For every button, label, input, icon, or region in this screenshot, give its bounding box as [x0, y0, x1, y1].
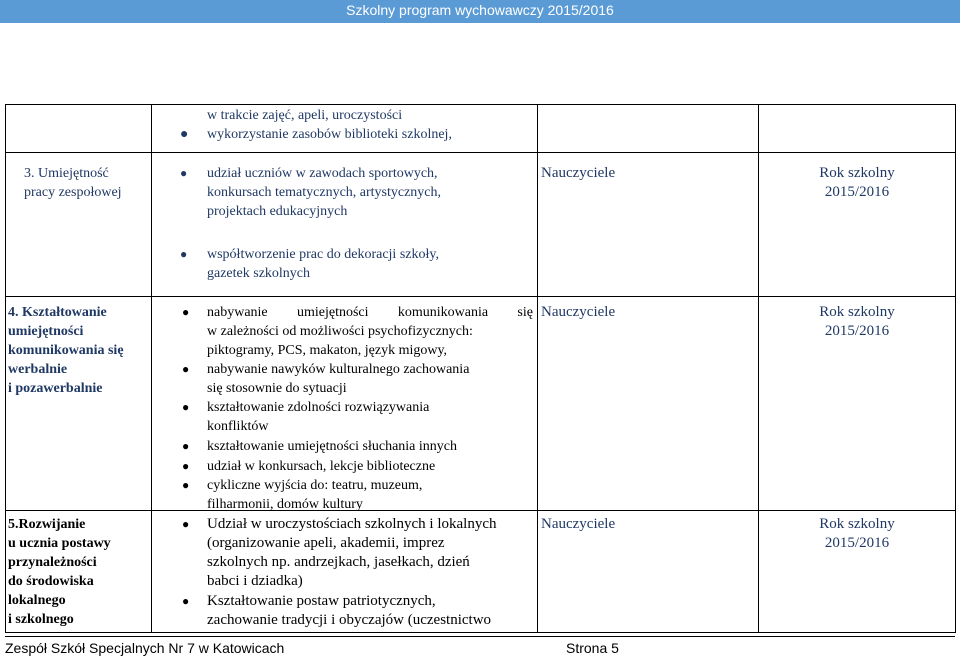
- skill-title: 4. Kształtowanie umiejętności komunikowania się werbalnie i pozawerbalnie: [8, 305, 124, 396]
- list-item: kształtowanie zdolności rozwiązywania konfliktów: [207, 400, 430, 434]
- list-item: udział w konkursach, lekcje biblioteczne: [207, 459, 436, 474]
- page-header-title: Szkolny program wychowawczy 2015/2016: [346, 2, 614, 18]
- footer-divider: [5, 636, 955, 637]
- responsible: Nauczyciele: [541, 304, 616, 320]
- skill-title: 3. Umiejętność pracy zespołowej: [24, 166, 122, 200]
- skill-title: 5.Rozwijanie u ucznia postawy przynależności do środowiska lokalnego i szkolnego: [8, 517, 111, 627]
- list-item: w trakcie zajęć, apeli, uroczystości: [207, 108, 403, 123]
- list-item: nabywanie nawyków kulturalnego zachowania się stosownie do sytuacji: [207, 362, 470, 396]
- bullet-icon: ●: [182, 517, 190, 531]
- list-item: współtworzenie prac do dekoracji szkoły, gazetek szkolnych: [207, 247, 439, 281]
- bullet-icon: ●: [180, 166, 188, 180]
- term: Rok szkolny 2015/2016: [819, 516, 895, 551]
- bullet-icon: ●: [182, 594, 190, 608]
- footer-school: Zespół Szkół Specjalnych Nr 7 w Katowicach: [5, 640, 285, 656]
- bullet-icon: ●: [180, 127, 189, 142]
- responsible: Nauczyciele: [541, 165, 616, 181]
- list-item: kształtowanie umiejętności słuchania innych: [207, 439, 457, 454]
- list-item: Kształtowanie postaw patriotycznych, zachowanie tradycji i obyczajów (uczestnictwo: [207, 593, 492, 628]
- term: Rok szkolny 2015/2016: [819, 165, 895, 200]
- list-item: cykliczne wyjścia do: teatru, muzeum, filharmonii, domów kultury: [207, 478, 423, 512]
- list-item: Udział w uroczystościach szkolnych i lokalnych (organizowanie apeli, akademii, imprez szkolnych np. andrzejkach, jasełkach, dzień babci i dziadka): [207, 516, 497, 589]
- bullet-icon: ●: [182, 439, 190, 453]
- bullet-icon: ●: [182, 305, 190, 319]
- bullet-icon: ●: [182, 478, 190, 492]
- term: Rok szkolny 2015/2016: [819, 304, 895, 339]
- responsible: Nauczyciele: [541, 516, 616, 532]
- list-item: nabywanie umiejętności komunikowania się w zależności od możliwości psychofizycznych: piktogramy, PCS, makaton, język migowy,: [207, 305, 533, 358]
- list-item: wykorzystanie zasobów biblioteki szkolnej,: [207, 127, 452, 142]
- bullet-icon: ●: [180, 247, 188, 261]
- footer-page-number: Strona 5: [566, 640, 619, 656]
- list-item: udział uczniów w zawodach sportowych, konkursach tematycznych, artystycznych, projektach edukacyjnych: [207, 166, 442, 219]
- bullet-icon: ●: [182, 362, 190, 376]
- bullet-icon: ●: [182, 400, 190, 414]
- bullet-icon: ●: [182, 459, 190, 473]
